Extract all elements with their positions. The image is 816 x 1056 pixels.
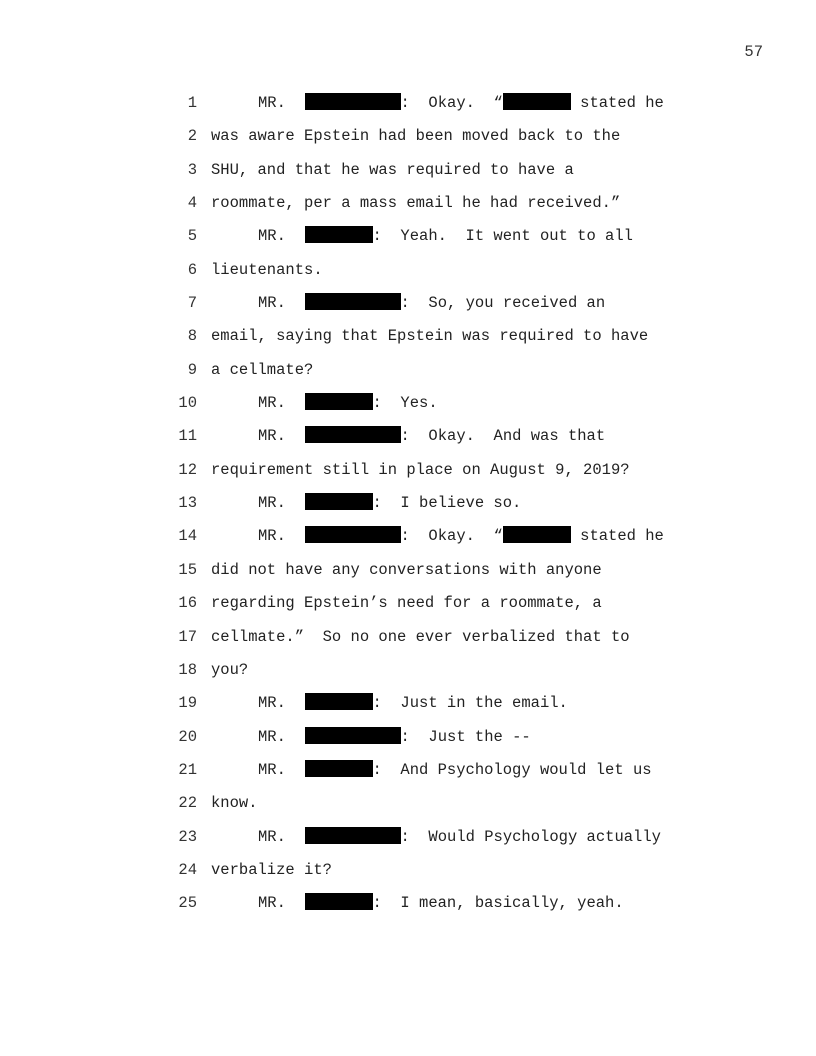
redacted-name — [305, 226, 373, 243]
open-quote: “ — [493, 527, 503, 546]
line-content: : Would Psychology actually — [400, 827, 661, 846]
line-content: verbalize it? — [211, 860, 332, 879]
line-number: 18 — [178, 660, 197, 679]
transcript-line — [0, 887, 816, 920]
speaker-line — [258, 487, 521, 520]
line-content: a cellmate? — [211, 360, 314, 379]
transcript-line — [0, 621, 816, 654]
speaker-line — [258, 721, 531, 754]
redacted-name — [503, 93, 571, 110]
line-number: 9 — [187, 360, 197, 379]
line-content: SHU, and that he was required to have a — [211, 160, 574, 179]
line-number: 19 — [178, 694, 197, 713]
line-number: 6 — [187, 260, 197, 279]
transcript-line — [0, 354, 816, 387]
line-number: 20 — [178, 727, 197, 746]
speaker-prefix: MR. — [258, 427, 305, 446]
line-content: cellmate.” So no one ever verbalized that to — [211, 627, 630, 646]
transcript-line — [0, 120, 816, 153]
redacted-name — [305, 393, 373, 410]
transcript-line — [0, 87, 816, 120]
speaker-line — [258, 287, 605, 320]
transcript-body — [0, 87, 816, 921]
line-number: 4 — [187, 194, 197, 213]
speaker-prefix: MR. — [258, 727, 305, 746]
speaker-prefix: MR. — [258, 227, 305, 246]
speaker-prefix: MR. — [258, 527, 305, 546]
line-content: email, saying that Epstein was required to have — [211, 327, 649, 346]
line-number: 13 — [178, 494, 197, 513]
open-quote: “ — [493, 94, 503, 112]
line-number: 25 — [178, 894, 197, 913]
speaker-prefix: MR. — [258, 394, 305, 413]
speaker-prefix: MR. — [258, 894, 305, 913]
redacted-name — [503, 526, 571, 543]
line-content: : Okay. — [400, 94, 494, 112]
speaker-line — [258, 887, 624, 920]
transcript-line — [0, 387, 816, 420]
transcript-line — [0, 721, 816, 754]
line-number: 2 — [187, 127, 197, 146]
line-content-after: stated he — [570, 527, 664, 546]
line-number: 21 — [178, 760, 197, 779]
line-text — [211, 187, 620, 220]
line-text — [211, 154, 574, 187]
transcript-line — [0, 420, 816, 453]
transcript-line — [0, 220, 816, 253]
line-number: 22 — [178, 794, 197, 813]
redacted-name — [305, 827, 401, 844]
speaker-prefix: MR. — [258, 494, 305, 513]
line-content: : Yes. — [372, 394, 438, 413]
transcript-line — [0, 454, 816, 487]
line-text — [211, 621, 630, 654]
transcript-line — [0, 787, 816, 820]
line-content: regarding Epstein’s need for a roommate, a — [211, 594, 602, 613]
line-text — [211, 254, 323, 287]
transcript-line — [0, 587, 816, 620]
line-number: 1 — [187, 94, 197, 112]
speaker-prefix: MR. — [258, 694, 305, 713]
line-text — [211, 454, 630, 487]
line-text — [211, 654, 248, 687]
transcript-line — [0, 320, 816, 353]
line-number: 5 — [187, 227, 197, 246]
redacted-name — [305, 760, 373, 777]
line-content: : Yeah. It went out to all — [372, 227, 633, 246]
redacted-name — [305, 526, 401, 543]
line-number: 15 — [178, 560, 197, 579]
speaker-line — [258, 420, 605, 453]
speaker-line — [258, 821, 661, 854]
speaker-line — [258, 87, 664, 120]
redacted-name — [305, 693, 373, 710]
transcript-line — [0, 287, 816, 320]
line-number: 16 — [178, 594, 197, 613]
line-content: roommate, per a mass email he had received.” — [211, 194, 621, 213]
redacted-name — [305, 93, 401, 110]
line-content: : Just the -- — [400, 727, 531, 746]
redacted-name — [305, 727, 401, 744]
line-text — [211, 587, 602, 620]
redacted-name — [305, 493, 373, 510]
line-content: : Okay. — [400, 527, 494, 546]
transcript-line — [0, 254, 816, 287]
transcript-line — [0, 687, 816, 720]
line-number: 23 — [178, 827, 197, 846]
line-text — [211, 554, 602, 587]
line-text — [211, 120, 620, 153]
line-content: : Just in the email. — [372, 694, 568, 713]
transcript-line — [0, 654, 816, 687]
line-content: : I mean, basically, yeah. — [372, 894, 624, 913]
line-content: did not have any conversations with anyone — [211, 560, 602, 579]
line-number: 10 — [178, 394, 197, 413]
line-content: requirement still in place on August 9, 2019? — [211, 460, 630, 479]
transcript-line — [0, 154, 816, 187]
line-content: was aware Epstein had been moved back to the — [211, 127, 621, 146]
line-number: 12 — [178, 460, 197, 479]
line-content: : And Psychology would let us — [372, 760, 652, 779]
speaker-line — [258, 387, 438, 420]
line-content: : So, you received an — [400, 294, 606, 313]
transcript-line — [0, 554, 816, 587]
speaker-prefix: MR. — [258, 827, 305, 846]
line-number: 17 — [178, 627, 197, 646]
speaker-line — [258, 220, 633, 253]
line-content: know. — [211, 794, 258, 813]
line-text — [211, 854, 332, 887]
speaker-line — [258, 520, 664, 553]
redacted-name — [305, 893, 373, 910]
line-number: 14 — [178, 527, 197, 546]
speaker-line — [258, 754, 652, 787]
transcript-line — [0, 187, 816, 220]
transcript-line — [0, 754, 816, 787]
transcript-line — [0, 520, 816, 553]
speaker-prefix: MR. — [258, 760, 305, 779]
line-number: 11 — [178, 427, 197, 446]
speaker-line — [258, 687, 568, 720]
transcript-line — [0, 854, 816, 887]
line-text — [211, 354, 313, 387]
speaker-prefix: MR. — [258, 294, 305, 313]
redacted-name — [305, 426, 401, 443]
line-text — [211, 320, 648, 353]
line-number: 8 — [187, 327, 197, 346]
line-text — [211, 787, 258, 820]
transcript-line — [0, 487, 816, 520]
page-number: 57 — [744, 43, 763, 61]
line-content: lieutenants. — [211, 260, 323, 279]
line-content: : Okay. And was that — [400, 427, 606, 446]
line-content: : I believe so. — [372, 494, 522, 513]
redacted-name — [305, 293, 401, 310]
line-content: you? — [211, 660, 249, 679]
speaker-prefix: MR. — [258, 94, 305, 112]
line-number: 3 — [187, 160, 197, 179]
line-number: 7 — [187, 294, 197, 313]
line-content-after: stated he — [570, 94, 664, 112]
transcript-line — [0, 821, 816, 854]
line-number: 24 — [178, 860, 197, 879]
